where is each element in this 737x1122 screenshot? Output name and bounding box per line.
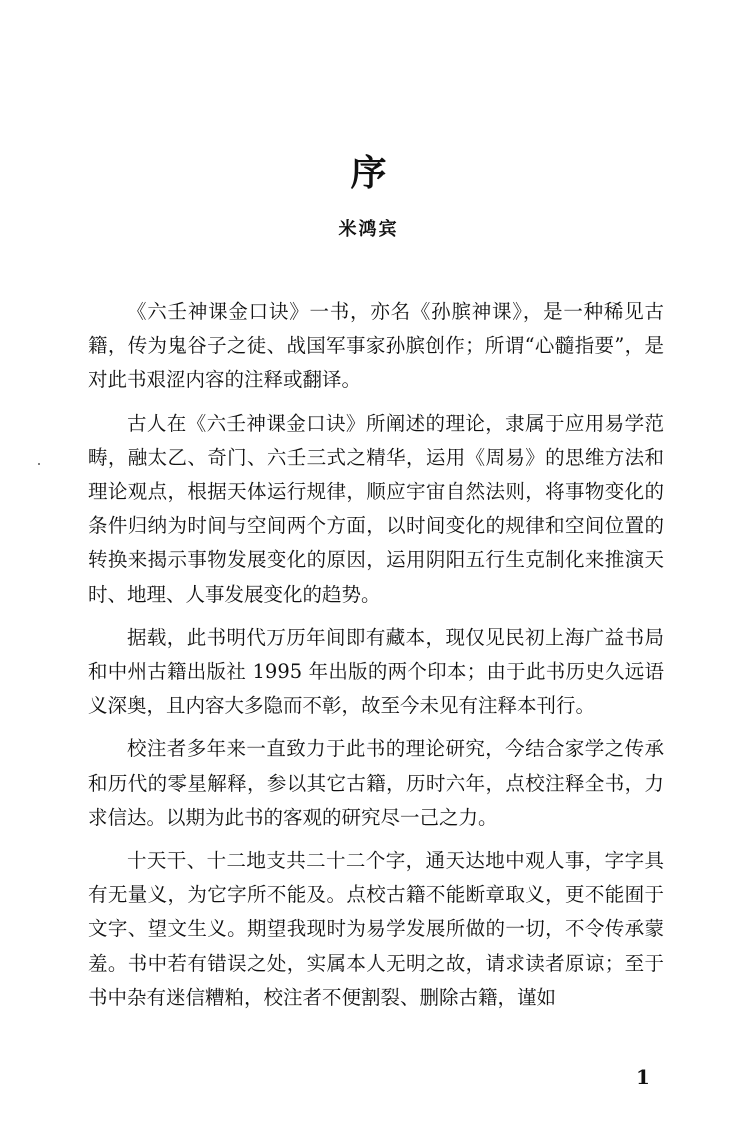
page-title: 序: [350, 152, 387, 194]
paragraph: 《六壬神课金口诀》一书，亦名《孙膑神课》，是一种稀见古籍，传为鬼谷子之徒、战国军事家孙膑创作；所谓“心髓指要”，是对此书艰涩内容的注释或翻译。: [88, 300, 664, 392]
paragraph: 据载，此书明代万历年间即有藏本，现仅见民初上海广益书局和中州古籍出版社 1995 年出版的两个印本；由于此书历史久远语义深奥，且内容大多隐而不彰，故至今未见有注释本刊行。: [88, 625, 664, 718]
paragraph: 十天干、十二地支共二十二个字，通天达地中观人事，字字具有无量义，为它字所不能及。点校古籍不能断章取义，更不能囿于文字、望文生义。期望我现时为易学发展所做的一切，不令传承蒙羞。书中若有错误之处，实属本人无明之故，请求读者原谅；至于书中杂有迷信糟粕，校注者不便割裂、删除古籍，谨如: [88, 849, 664, 1009]
margin-mark: [38, 463, 40, 465]
paragraph: 校注者多年来一直致力于此书的理论研究，今结合家学之传承和历代的零星解释，参以其它古籍，历时六年，点校注释全书，力求信达。以期为此书的客观的研究尽一己之力。: [88, 737, 664, 829]
author-name: 米鸿宾: [338, 219, 399, 240]
paragraph: 古人在《六壬神课金口诀》所阐述的理论，隶属于应用易学范畴，融太乙、奇门、六壬三式之精华，运用《周易》的思维方法和理论观点，根据天体运行规律，顺应宇宙自然法则，将事物变化的条件归纳为时间与空间两个方面，以时间变化的规律和空间位置的转换来揭示事物发展变化的原因，运用阴阳五行生克制化来推演天时、地理、人事发展变化的趋势。: [88, 411, 664, 606]
page-number: 1: [636, 1065, 650, 1089]
preface-body: [88, 295, 664, 1024]
